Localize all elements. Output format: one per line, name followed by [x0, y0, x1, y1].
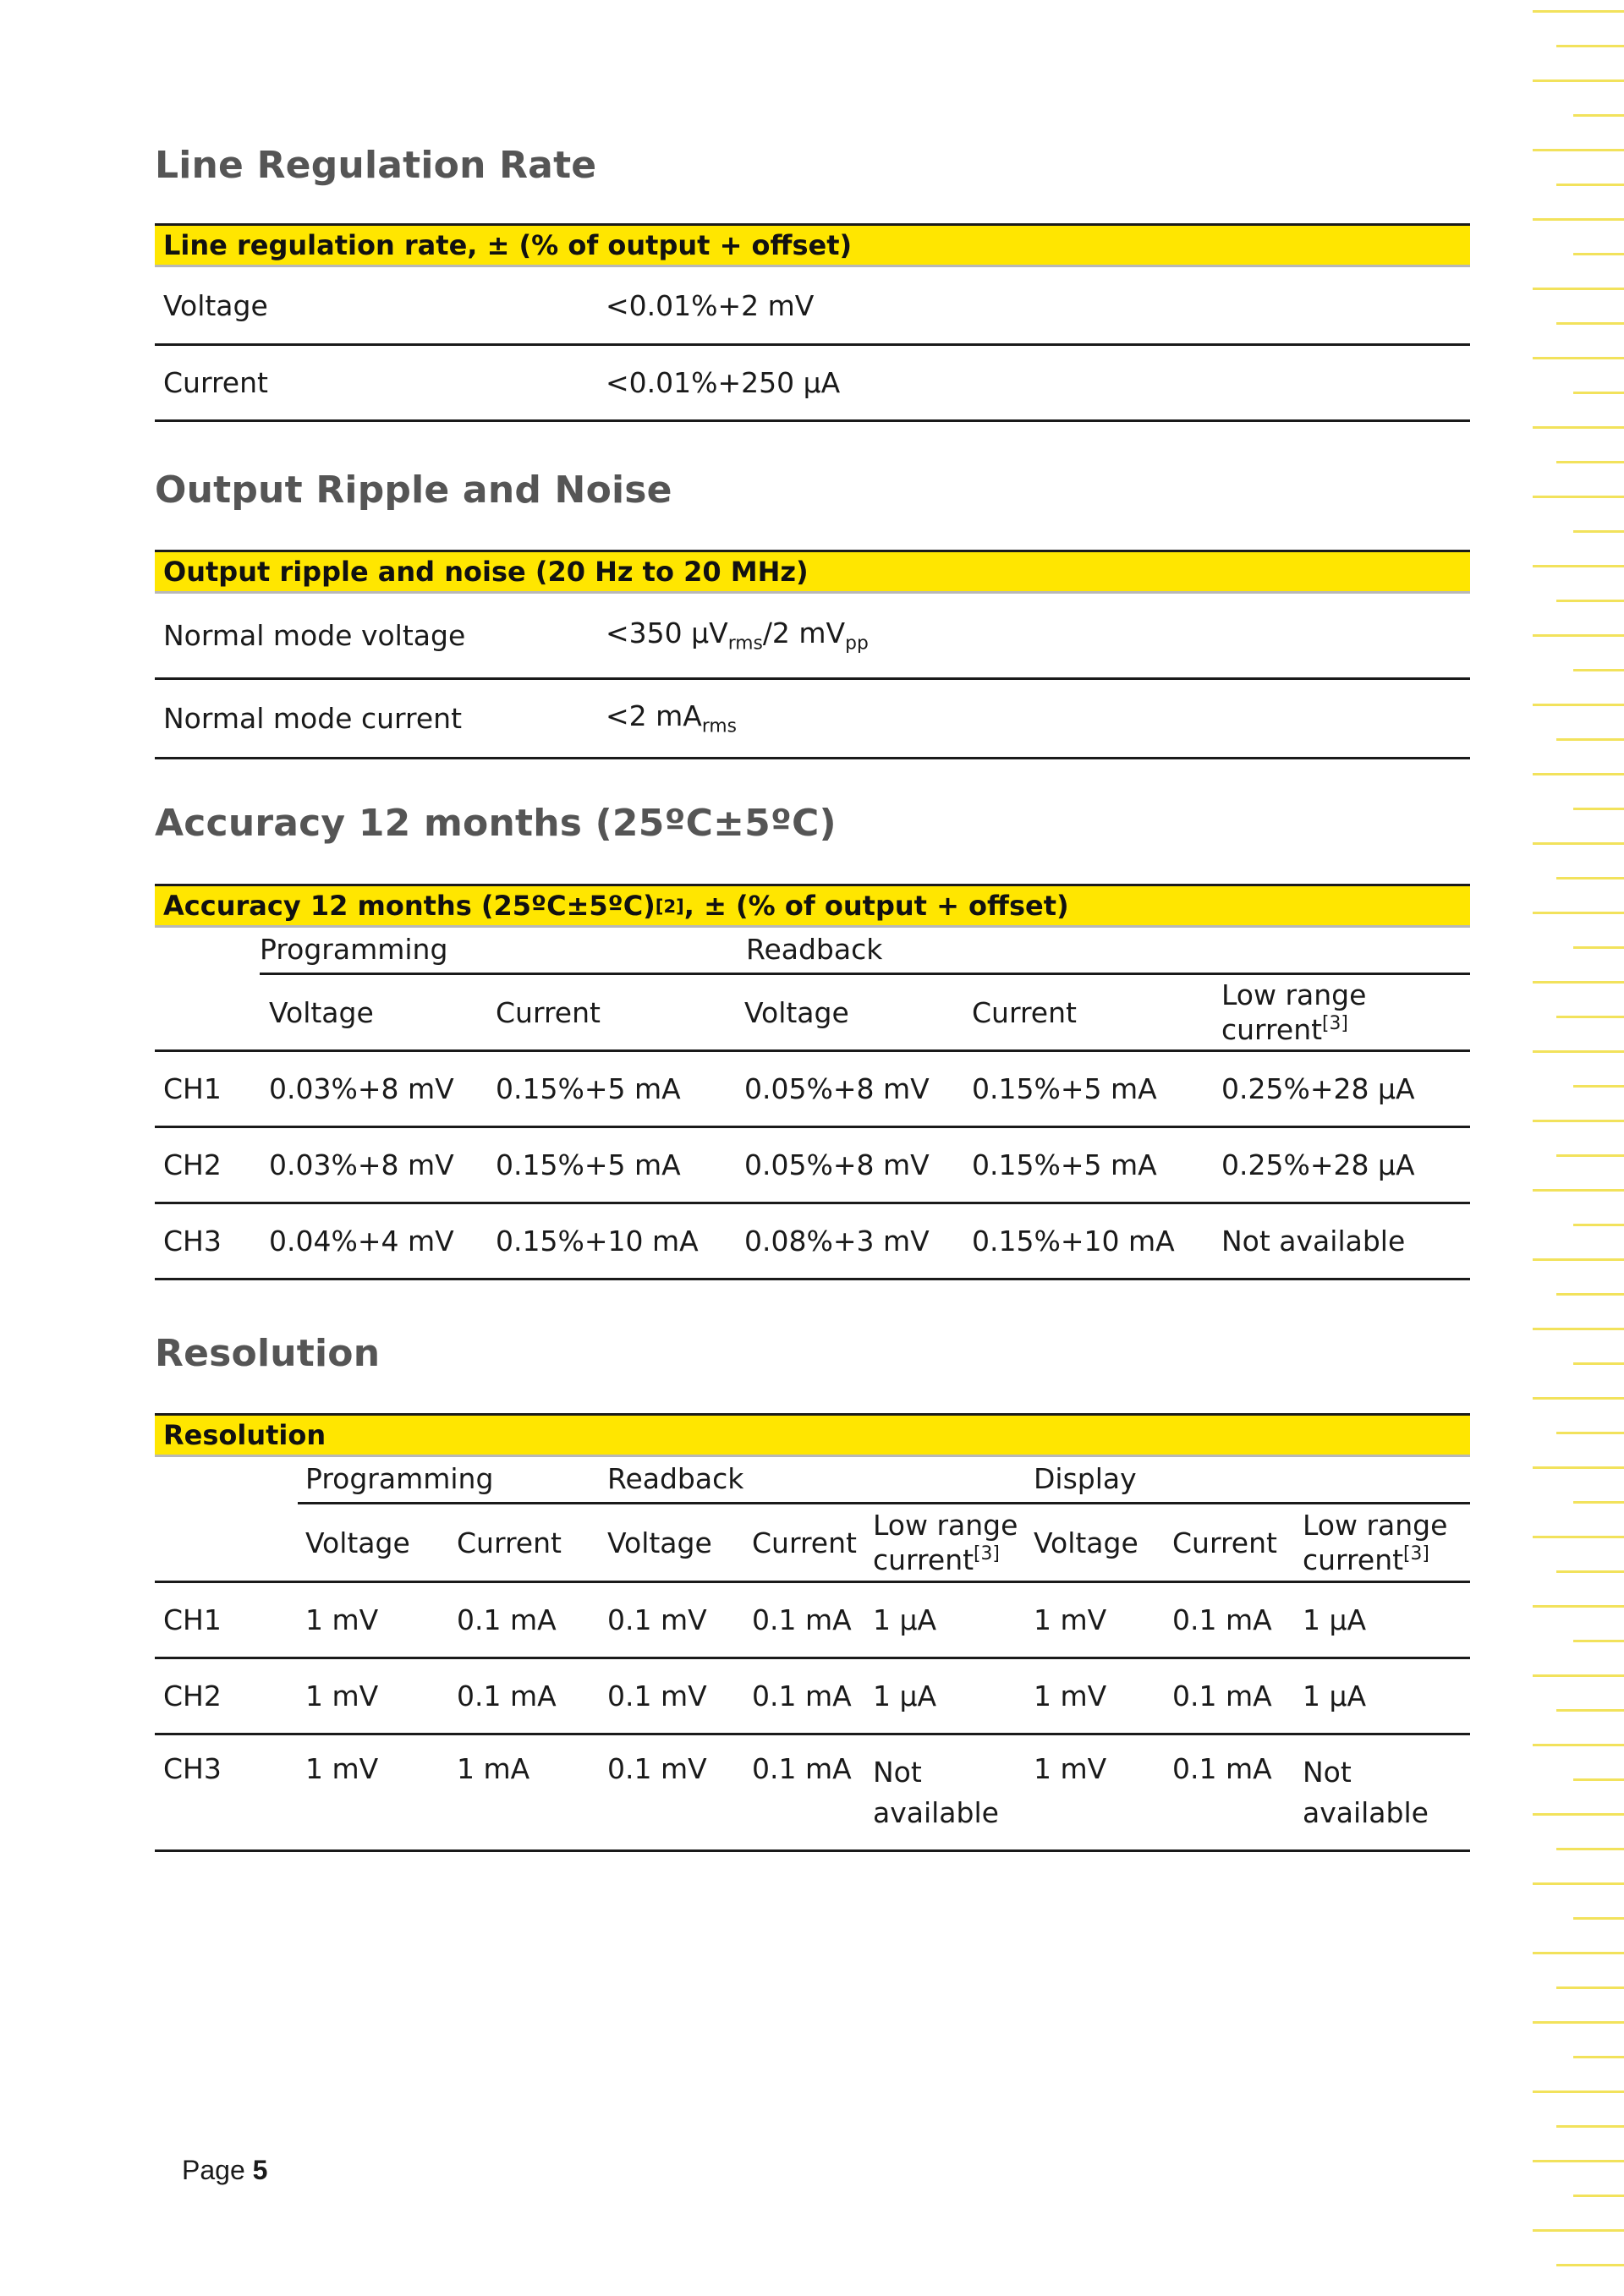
cell: 0.15%+5 mA	[972, 1072, 1157, 1105]
cell: 1 mV	[1034, 1680, 1107, 1712]
section-heading-ripple: Output Ripple and Noise	[155, 469, 672, 512]
stripe-line	[1573, 2056, 1624, 2058]
cell: 1 µA	[1303, 1680, 1367, 1712]
table-row	[155, 1659, 1470, 1735]
stripe-line	[1573, 669, 1624, 671]
table-header-bar: Resolution	[155, 1413, 1470, 1457]
col-low-range-current: Low range current[3]	[1221, 978, 1367, 1046]
cell: 0.1 mA	[752, 1603, 852, 1636]
page-number	[182, 2155, 267, 2186]
stripe-line	[1533, 1189, 1624, 1192]
ripple-table	[155, 550, 1470, 759]
row-value: <0.01%+2 mV	[606, 288, 815, 322]
group-programming: Programming	[305, 1462, 494, 1495]
stripe-line	[1556, 2264, 1624, 2266]
group-header-row	[155, 928, 1470, 975]
table-row	[155, 267, 1470, 346]
group-readback: Readback	[607, 1462, 744, 1495]
group-display: Display	[1034, 1462, 1137, 1495]
col-prog-voltage: Voltage	[269, 995, 374, 1029]
cell: 0.08%+3 mV	[744, 1225, 930, 1258]
stripe-line	[1533, 426, 1624, 429]
stripe-line	[1573, 1640, 1624, 1642]
cell: Not available	[873, 1756, 999, 1829]
table-header-bar: Accuracy 12 months (25ºC±5ºC) [2] , ± (% of output + offset)	[155, 884, 1470, 928]
stripe-line	[1533, 1328, 1624, 1330]
col-read-voltage: Voltage	[744, 995, 849, 1029]
channel-label: CH2	[163, 1148, 222, 1181]
cell: 0.15%+5 mA	[496, 1148, 681, 1181]
stripe-line	[1533, 1813, 1624, 1816]
channel-label: CH2	[163, 1680, 222, 1712]
col-prog-voltage: Voltage	[305, 1526, 410, 1559]
cell: 1 µA	[1303, 1603, 1367, 1636]
stripe-line	[1556, 1016, 1624, 1018]
stripe-line	[1556, 1848, 1624, 1850]
channel-label: CH1	[163, 1603, 222, 1636]
stripe-line	[1573, 1917, 1624, 1920]
cell: 1 mA	[457, 1752, 530, 1785]
channel-label: CH1	[163, 1072, 222, 1105]
cell: 1 mV	[1034, 1603, 1107, 1636]
table-row	[155, 1052, 1470, 1128]
stripe-line	[1533, 1952, 1624, 1954]
stripe-line	[1533, 1050, 1624, 1053]
stripe-line	[1573, 808, 1624, 810]
stripe-line	[1573, 253, 1624, 255]
table-row	[155, 1583, 1470, 1659]
stripe-line	[1533, 842, 1624, 845]
col-prog-current: Current	[457, 1526, 562, 1559]
stripe-line	[1556, 1986, 1624, 1989]
cell: 1 mV	[305, 1603, 379, 1636]
cell: 0.1 mA	[457, 1680, 557, 1712]
cell: 0.1 mA	[1172, 1752, 1272, 1785]
table-row	[155, 680, 1470, 759]
row-label: Voltage	[163, 288, 268, 322]
cell: 1 µA	[873, 1680, 937, 1712]
column-header-row	[155, 975, 1470, 1052]
col-display-low-range: Low range current[3]	[1303, 1508, 1448, 1576]
stripe-line	[1556, 45, 1624, 47]
cell: 0.25%+28 µA	[1221, 1148, 1415, 1181]
stripe-line	[1573, 1501, 1624, 1504]
cell: 0.03%+8 mV	[269, 1072, 454, 1105]
table-row	[155, 346, 1470, 422]
row-label: Normal mode current	[163, 702, 463, 735]
cell: 1 mV	[305, 1680, 379, 1712]
section-heading-resolution: Resolution	[155, 1332, 381, 1375]
stripe-line	[1573, 1085, 1624, 1088]
table-header-bar: Line regulation rate, ± (% of output + offset)	[155, 223, 1470, 267]
stripe-line	[1533, 912, 1624, 914]
row-label: Current	[163, 366, 268, 399]
section-heading-accuracy: Accuracy 12 months (25ºC±5ºC)	[155, 802, 837, 845]
cell: 0.15%+10 mA	[496, 1225, 699, 1258]
table-row	[155, 594, 1470, 680]
table-row	[155, 1128, 1470, 1204]
stripe-line	[1573, 530, 1624, 533]
col-read-current: Current	[752, 1526, 857, 1559]
cell: Not available	[1221, 1225, 1406, 1258]
stripe-line	[1573, 1224, 1624, 1226]
stripe-line	[1533, 704, 1624, 706]
row-value: <350 µV$_{rms}$/2 $mV_{pp}$	[606, 616, 869, 655]
stripe-line	[1573, 392, 1624, 394]
group-readback: Readback	[746, 933, 883, 966]
row-label: Normal mode voltage	[163, 619, 466, 652]
cell: 0.1 mA	[457, 1603, 557, 1636]
page-number-value: 5	[252, 2155, 268, 2185]
stripe-line	[1533, 496, 1624, 498]
section-heading-line-regulation: Line Regulation Rate	[155, 144, 597, 187]
cell: 0.1 mV	[607, 1680, 707, 1712]
stripe-line	[1533, 1882, 1624, 1885]
stripe-line	[1533, 288, 1624, 290]
cell: 0.03%+8 mV	[269, 1148, 454, 1181]
column-header-row	[155, 1504, 1470, 1583]
stripe-line	[1533, 2160, 1624, 2162]
channel-label: CH3	[163, 1752, 222, 1785]
group-programming: Programming	[260, 933, 448, 966]
cell: 0.25%+28 µA	[1221, 1072, 1415, 1105]
cell: 0.04%+4 mV	[269, 1225, 454, 1258]
stripe-line	[1556, 322, 1624, 325]
resolution-table	[155, 1413, 1470, 1852]
stripe-line	[1533, 634, 1624, 637]
col-prog-current: Current	[496, 995, 601, 1029]
cell: 1 µA	[873, 1603, 937, 1636]
stripe-line	[1533, 1674, 1624, 1677]
stripe-line	[1533, 2021, 1624, 2024]
stripe-line	[1556, 184, 1624, 186]
stripe-line	[1533, 79, 1624, 82]
stripe-line	[1556, 1154, 1624, 1157]
stripe-line	[1556, 2125, 1624, 2128]
stripe-line	[1556, 1709, 1624, 1712]
stripe-line	[1556, 738, 1624, 741]
cell: 0.1 mA	[1172, 1603, 1272, 1636]
stripe-line	[1556, 600, 1624, 602]
stripe-line	[1533, 218, 1624, 221]
cell: 1 mV	[305, 1752, 379, 1785]
cell: 0.1 mA	[752, 1680, 852, 1712]
stripe-line	[1556, 877, 1624, 879]
stripe-line	[1573, 1778, 1624, 1781]
stripe-line	[1533, 1120, 1624, 1122]
cell: 0.05%+8 mV	[744, 1148, 930, 1181]
cell: 1 mV	[1034, 1752, 1107, 1785]
cell: 0.15%+5 mA	[496, 1072, 681, 1105]
col-read-low-range: Low range current[3]	[873, 1508, 1018, 1576]
stripe-line	[1533, 1466, 1624, 1469]
cell: 0.1 mA	[1172, 1680, 1272, 1712]
group-header-row	[155, 1457, 1470, 1504]
stripe-line	[1556, 1570, 1624, 1573]
stripe-line	[1533, 1744, 1624, 1746]
cell: 0.1 mV	[607, 1603, 707, 1636]
stripe-line	[1556, 1432, 1624, 1434]
cell: 0.1 mV	[607, 1752, 707, 1785]
stripe-line	[1533, 1536, 1624, 1538]
stripe-line	[1533, 2229, 1624, 2232]
col-display-voltage: Voltage	[1034, 1526, 1138, 1559]
col-read-voltage: Voltage	[607, 1526, 712, 1559]
stripe-line	[1533, 1258, 1624, 1261]
accuracy-table	[155, 884, 1470, 1280]
channel-label: CH3	[163, 1225, 222, 1258]
stripe-line	[1573, 1362, 1624, 1365]
cell: 0.15%+5 mA	[972, 1148, 1157, 1181]
stripe-line	[1573, 2195, 1624, 2197]
table-row	[155, 1204, 1470, 1280]
stripe-line	[1533, 773, 1624, 775]
decorative-stripes	[1522, 0, 1624, 2296]
line-regulation-table	[155, 223, 1470, 422]
col-read-current: Current	[972, 995, 1077, 1029]
stripe-line	[1556, 461, 1624, 463]
stripe-line	[1573, 114, 1624, 117]
cell: Not available	[1303, 1756, 1429, 1829]
row-value: <0.01%+250 µA	[606, 366, 841, 399]
cell: 0.15%+10 mA	[972, 1225, 1175, 1258]
col-display-current: Current	[1172, 1526, 1277, 1559]
stripe-line	[1533, 981, 1624, 984]
stripe-line	[1533, 1397, 1624, 1400]
stripe-line	[1533, 149, 1624, 151]
stripe-line	[1533, 2091, 1624, 2093]
cell: 0.05%+8 mV	[744, 1072, 930, 1105]
page-label: Page	[182, 2155, 245, 2185]
row-value: <2 $mA_{rms}$	[606, 699, 737, 737]
stripe-line	[1533, 10, 1624, 13]
stripe-line	[1556, 1293, 1624, 1296]
stripe-line	[1533, 1605, 1624, 1608]
stripe-line	[1533, 565, 1624, 567]
cell: 0.1 mA	[752, 1752, 852, 1785]
stripe-line	[1533, 357, 1624, 359]
table-header-bar: Output ripple and noise (20 Hz to 20 MHz)	[155, 550, 1470, 594]
stripe-line	[1573, 946, 1624, 949]
table-row	[155, 1735, 1470, 1852]
